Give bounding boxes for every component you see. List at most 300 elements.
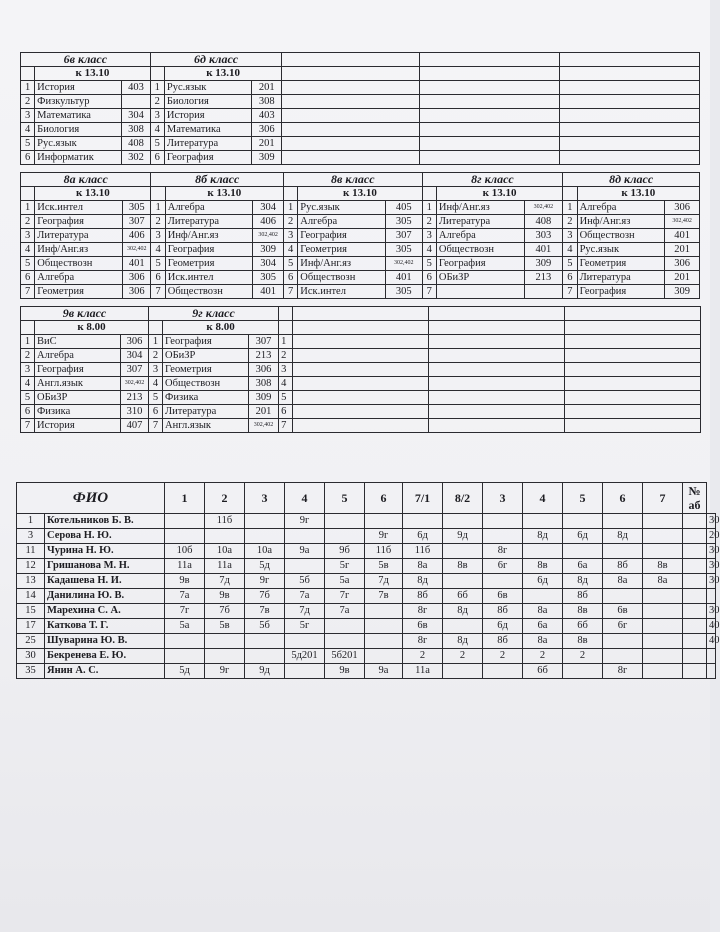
class-cell: 6б <box>563 619 603 634</box>
room-number: 401 <box>253 285 284 299</box>
class-date: к 13.10 <box>577 187 699 201</box>
empty-cell <box>565 335 701 349</box>
room-number: 201 <box>249 405 279 419</box>
room-number: 305 <box>385 243 422 257</box>
lesson-number: 6 <box>422 271 436 285</box>
room-number: 308 <box>122 123 150 137</box>
empty-cell <box>420 81 560 95</box>
class-cell: 8д <box>523 529 563 544</box>
class-cell: 7д <box>365 574 403 589</box>
lesson-number: 5 <box>21 257 35 271</box>
class-cell: 7в <box>365 589 403 604</box>
subject-name: Литература <box>165 215 253 229</box>
class-cell <box>683 589 707 604</box>
extra-number: 7 <box>279 419 293 433</box>
class-cell: 5а <box>325 574 365 589</box>
lesson-number: 5 <box>422 257 436 271</box>
empty-cell <box>429 405 565 419</box>
subject-name: Алгебра <box>436 229 524 243</box>
room-number: 201 <box>252 137 282 151</box>
lesson-number: 3 <box>563 229 577 243</box>
empty-cell <box>282 81 420 95</box>
class-title: 8б класс <box>151 173 284 187</box>
lesson-number: 3 <box>149 363 163 377</box>
class-cell <box>325 619 365 634</box>
empty-cell <box>420 53 560 67</box>
class-cell <box>245 529 285 544</box>
class-cell: 8в <box>563 634 603 649</box>
room-number: 302,402 <box>122 243 151 257</box>
room-number: 306 <box>665 257 700 271</box>
room-number: 308 <box>249 377 279 391</box>
subject-name: Инф/Анг.яз <box>165 229 253 243</box>
class-cell: 8д <box>403 574 443 589</box>
class-cell: 9г <box>285 514 325 529</box>
room-number: 305 <box>385 215 422 229</box>
subject-name: Литература <box>577 271 665 285</box>
lesson-row <box>21 201 700 215</box>
empty-cell <box>293 377 429 391</box>
empty-cell <box>422 187 436 201</box>
lesson-row <box>21 151 700 165</box>
class-cell: 6д <box>483 619 523 634</box>
subject-name: Англ.язык <box>163 419 249 433</box>
class-cell <box>325 529 365 544</box>
class-date: к 13.10 <box>165 187 283 201</box>
row-number: 3 <box>17 529 45 544</box>
room-number: 309 <box>524 257 563 271</box>
lesson-number: 4 <box>150 123 164 137</box>
empty-cell <box>282 151 420 165</box>
teacher-name: Чурина Н. Ю. <box>45 544 165 559</box>
class-cell <box>205 649 245 664</box>
class-cell <box>523 544 563 559</box>
teacher-row <box>17 649 716 664</box>
class-cell <box>483 529 523 544</box>
period-header: 4 <box>523 483 563 514</box>
class-cell: 6в <box>483 589 523 604</box>
empty-cell <box>565 377 701 391</box>
class-cell <box>165 634 205 649</box>
class-cell <box>285 559 325 574</box>
empty-cell <box>282 95 420 109</box>
subject-name: География <box>35 215 123 229</box>
teacher-name: Марехина С. А. <box>45 604 165 619</box>
subject-name: Инф/Анг.яз <box>298 257 386 271</box>
class-cell: 7б <box>205 604 245 619</box>
lesson-row <box>21 215 700 229</box>
class-cell <box>165 649 205 664</box>
empty-cell <box>150 67 164 81</box>
class-cell <box>683 619 707 634</box>
class-cell: 7б <box>245 589 285 604</box>
class-cell: 8г <box>403 634 443 649</box>
class-cell <box>683 514 707 529</box>
class-cell: 8б <box>403 589 443 604</box>
room-number <box>524 285 563 299</box>
class-cell: 8а <box>603 574 643 589</box>
period-header: 7 <box>643 483 683 514</box>
subject-name: Алгебра <box>298 215 386 229</box>
subject-name: География <box>35 363 121 377</box>
lesson-number: 4 <box>151 243 165 257</box>
class-title-row <box>21 307 701 321</box>
room-number: 305 <box>253 271 284 285</box>
class-title: 8г класс <box>422 173 563 187</box>
room-number: 308 <box>252 95 282 109</box>
lesson-number: 7 <box>21 419 35 433</box>
lesson-number: 4 <box>283 243 297 257</box>
teacher-name: Шуварина Ю. В. <box>45 634 165 649</box>
class-cell: 5д <box>165 664 205 679</box>
class-title: 8д класс <box>563 173 700 187</box>
row-number: 13 <box>17 574 45 589</box>
class-cell <box>683 544 707 559</box>
class-title: 6в класс <box>21 53 151 67</box>
class-cell <box>483 574 523 589</box>
room-cell <box>707 664 716 679</box>
class-cell <box>523 589 563 604</box>
lesson-number: 1 <box>422 201 436 215</box>
class-cell: 8б <box>603 559 643 574</box>
empty-cell <box>429 419 565 433</box>
class-cell <box>205 529 245 544</box>
period-header: 3 <box>483 483 523 514</box>
period-header: 7/1 <box>403 483 443 514</box>
room-cell: 40 <box>707 619 716 634</box>
class-cell: 8д <box>443 634 483 649</box>
subject-name: Инф/Анг.яз <box>35 243 123 257</box>
teacher-table <box>16 482 720 679</box>
room-number: 309 <box>665 285 700 299</box>
room-number: 304 <box>121 349 149 363</box>
room-number: 213 <box>121 391 149 405</box>
empty-cell <box>293 321 429 335</box>
lesson-row <box>21 349 701 363</box>
class-cell: 11б <box>365 544 403 559</box>
subject-name: Рус.язык <box>577 243 665 257</box>
class-cell: 9г <box>245 574 285 589</box>
class-title-row <box>21 173 700 187</box>
row-number: 14 <box>17 589 45 604</box>
empty-cell <box>282 123 420 137</box>
class-cell: 6д <box>403 529 443 544</box>
subject-name: Биология <box>35 123 122 137</box>
subject-name: География <box>577 285 665 299</box>
class-cell <box>603 514 643 529</box>
class-cell: 5б <box>245 619 285 634</box>
class-cell: 11а <box>403 664 443 679</box>
lesson-number: 2 <box>151 215 165 229</box>
class-cell <box>643 604 683 619</box>
class-date-row <box>21 187 700 201</box>
class-cell: 6в <box>403 619 443 634</box>
class-cell: 5б201 <box>325 649 365 664</box>
class-cell <box>443 619 483 634</box>
period-header: 6 <box>603 483 643 514</box>
class-title: 8а класс <box>21 173 151 187</box>
subject-name: Геометрия <box>577 257 665 271</box>
class-cell: 6б <box>523 664 563 679</box>
room-cell: 30 <box>707 544 716 559</box>
lesson-row <box>21 363 701 377</box>
teacher-row <box>17 664 716 679</box>
empty-cell <box>429 307 565 321</box>
class-cell <box>245 649 285 664</box>
empty-cell <box>420 67 560 81</box>
empty-cell <box>429 321 565 335</box>
room-number: 401 <box>122 257 151 271</box>
room-number: 201 <box>252 81 282 95</box>
lesson-number: 2 <box>150 95 164 109</box>
class-cell: 11а <box>165 559 205 574</box>
lesson-number: 6 <box>21 405 35 419</box>
empty-cell <box>420 151 560 165</box>
lesson-number: 5 <box>563 257 577 271</box>
room-number: 303 <box>524 229 563 243</box>
lesson-number: 2 <box>563 215 577 229</box>
teacher-name: Бекренева Е. Ю. <box>45 649 165 664</box>
extra-number: 1 <box>279 335 293 349</box>
subject-name: История <box>164 109 251 123</box>
subject-name: Обществозн <box>163 377 249 391</box>
class-cell <box>285 634 325 649</box>
class-cell <box>683 634 707 649</box>
class-cell: 7д <box>285 604 325 619</box>
room-number: 306 <box>665 201 700 215</box>
class-cell <box>325 514 365 529</box>
class-cell: 5в <box>205 619 245 634</box>
class-cell <box>603 589 643 604</box>
subject-name: ВиС <box>35 335 121 349</box>
lesson-number: 7 <box>149 419 163 433</box>
lesson-number: 6 <box>150 151 164 165</box>
class-date: к 13.10 <box>164 67 282 81</box>
room-number: 306 <box>121 335 149 349</box>
class-date: к 13.10 <box>436 187 562 201</box>
class-cell: 7д <box>205 574 245 589</box>
room-number: 302,402 <box>121 377 149 391</box>
class-cell <box>683 529 707 544</box>
subject-name: Математика <box>35 109 122 123</box>
empty-cell <box>560 109 700 123</box>
lesson-row <box>21 123 700 137</box>
room-cell: 30 <box>707 604 716 619</box>
lesson-number: 4 <box>422 243 436 257</box>
class-cell: 10а <box>245 544 285 559</box>
class-cell <box>683 664 707 679</box>
subject-name: ОБиЗР <box>436 271 524 285</box>
room-number: 302,402 <box>665 215 700 229</box>
class-cell <box>285 664 325 679</box>
subject-name: Обществозн <box>577 229 665 243</box>
class-cell: 2 <box>443 649 483 664</box>
subject-name: География <box>436 257 524 271</box>
room-number: 306 <box>122 285 151 299</box>
class-cell: 8д <box>603 529 643 544</box>
empty-cell <box>429 377 565 391</box>
empty-cell <box>429 335 565 349</box>
empty-cell <box>560 123 700 137</box>
lesson-number: 1 <box>21 81 35 95</box>
subject-name: Обществозн <box>436 243 524 257</box>
room-number: 302,402 <box>385 257 422 271</box>
class-cell: 7г <box>325 589 365 604</box>
subject-name: Рус.язык <box>164 81 251 95</box>
subject-name: Математика <box>164 123 251 137</box>
empty-cell <box>21 321 35 335</box>
room-number: 304 <box>253 257 284 271</box>
class-cell: 5г <box>325 559 365 574</box>
subject-name: Алгебра <box>35 271 123 285</box>
room-cell: 30 <box>707 559 716 574</box>
empty-cell <box>565 363 701 377</box>
row-number: 25 <box>17 634 45 649</box>
subject-name: Алгебра <box>165 201 253 215</box>
lesson-row <box>21 285 700 299</box>
extra-number: 3 <box>279 363 293 377</box>
class-cell: 8д <box>443 604 483 619</box>
room-cell: 20 <box>707 529 716 544</box>
lesson-row <box>21 81 700 95</box>
room-cell: 30 <box>707 574 716 589</box>
teacher-name: Котельников Б. В. <box>45 514 165 529</box>
class-date: к 13.10 <box>35 67 151 81</box>
class-cell <box>643 529 683 544</box>
class-cell: 9г <box>365 529 403 544</box>
empty-cell <box>560 67 700 81</box>
class-cell: 8в <box>443 559 483 574</box>
class-cell <box>483 514 523 529</box>
class-date-row <box>21 321 701 335</box>
teacher-name: Каткова Т. Г. <box>45 619 165 634</box>
lesson-row <box>21 391 701 405</box>
class-cell: 9а <box>365 664 403 679</box>
class-title: 9в класс <box>21 307 149 321</box>
class-cell: 6б <box>443 589 483 604</box>
class-title: 9г класс <box>149 307 279 321</box>
class-cell: 8а <box>523 634 563 649</box>
room-number: 309 <box>249 391 279 405</box>
teacher-row <box>17 634 716 649</box>
room-number: 201 <box>665 271 700 285</box>
lesson-row <box>21 109 700 123</box>
subject-name: Геометрия <box>165 257 253 271</box>
empty-cell <box>429 349 565 363</box>
class-cell: 6д <box>563 529 603 544</box>
class-cell <box>443 664 483 679</box>
class-cell: 8г <box>483 544 523 559</box>
empty-cell <box>565 419 701 433</box>
empty-cell <box>149 321 163 335</box>
class-title-row <box>21 53 700 67</box>
room-number: 307 <box>385 229 422 243</box>
room-number: 406 <box>253 215 284 229</box>
class-cell <box>285 529 325 544</box>
lesson-row <box>21 137 700 151</box>
room-number: 304 <box>122 109 150 123</box>
class-date: к 13.10 <box>35 187 151 201</box>
teacher-name: Данилина Ю. В. <box>45 589 165 604</box>
class-cell <box>443 514 483 529</box>
class-date-row <box>21 67 700 81</box>
lesson-number: 5 <box>21 137 35 151</box>
empty-cell <box>282 67 420 81</box>
empty-cell <box>282 53 420 67</box>
subject-name: Литература <box>35 229 123 243</box>
subject-name: Геометрия <box>298 243 386 257</box>
lesson-number: 5 <box>21 391 35 405</box>
subject-name: ОБиЗР <box>35 391 121 405</box>
empty-cell <box>420 123 560 137</box>
subject-name: ОБиЗР <box>163 349 249 363</box>
lesson-number: 2 <box>422 215 436 229</box>
class-cell: 5в <box>365 559 403 574</box>
class-cell <box>563 514 603 529</box>
class-cell: 10а <box>205 544 245 559</box>
class-cell <box>643 544 683 559</box>
subject-name: Литература <box>163 405 249 419</box>
class-cell: 6в <box>603 604 643 619</box>
room-cell: 40 <box>707 634 716 649</box>
lesson-number: 6 <box>21 271 35 285</box>
schedule-block-9 <box>20 306 701 433</box>
subject-name: История <box>35 419 121 433</box>
empty-cell <box>560 95 700 109</box>
teacher-header-row <box>17 483 716 514</box>
period-header: 5 <box>325 483 365 514</box>
period-header: 6 <box>365 483 403 514</box>
lesson-number: 4 <box>21 243 35 257</box>
lesson-number: 1 <box>149 335 163 349</box>
teacher-name: Серова Н. Ю. <box>45 529 165 544</box>
class-cell <box>603 649 643 664</box>
empty-cell <box>293 419 429 433</box>
row-number: 1 <box>17 514 45 529</box>
extra-number: 2 <box>279 349 293 363</box>
class-cell <box>603 544 643 559</box>
room-number <box>122 95 150 109</box>
class-cell: 11б <box>205 514 245 529</box>
class-cell <box>165 514 205 529</box>
subject-name: Геометрия <box>35 285 123 299</box>
class-cell <box>643 634 683 649</box>
room-number: 401 <box>385 271 422 285</box>
empty-cell <box>560 53 700 67</box>
class-cell: 8г <box>403 604 443 619</box>
subject-name: Обществозн <box>298 271 386 285</box>
class-cell <box>443 544 483 559</box>
lesson-row <box>21 229 700 243</box>
class-cell: 11а <box>205 559 245 574</box>
lesson-number: 5 <box>151 257 165 271</box>
lesson-number: 5 <box>149 391 163 405</box>
class-cell: 8а <box>523 604 563 619</box>
room-number: 302,402 <box>524 201 563 215</box>
class-cell <box>365 514 403 529</box>
class-date: к 8.00 <box>35 321 149 335</box>
subject-name: Физкультур <box>35 95 122 109</box>
lesson-number: 1 <box>150 81 164 95</box>
lesson-number: 6 <box>149 405 163 419</box>
lesson-row <box>21 257 700 271</box>
row-number: 35 <box>17 664 45 679</box>
class-cell: 9а <box>285 544 325 559</box>
lesson-number: 3 <box>151 229 165 243</box>
class-cell: 5а <box>165 619 205 634</box>
empty-cell <box>293 363 429 377</box>
lesson-number: 6 <box>283 271 297 285</box>
